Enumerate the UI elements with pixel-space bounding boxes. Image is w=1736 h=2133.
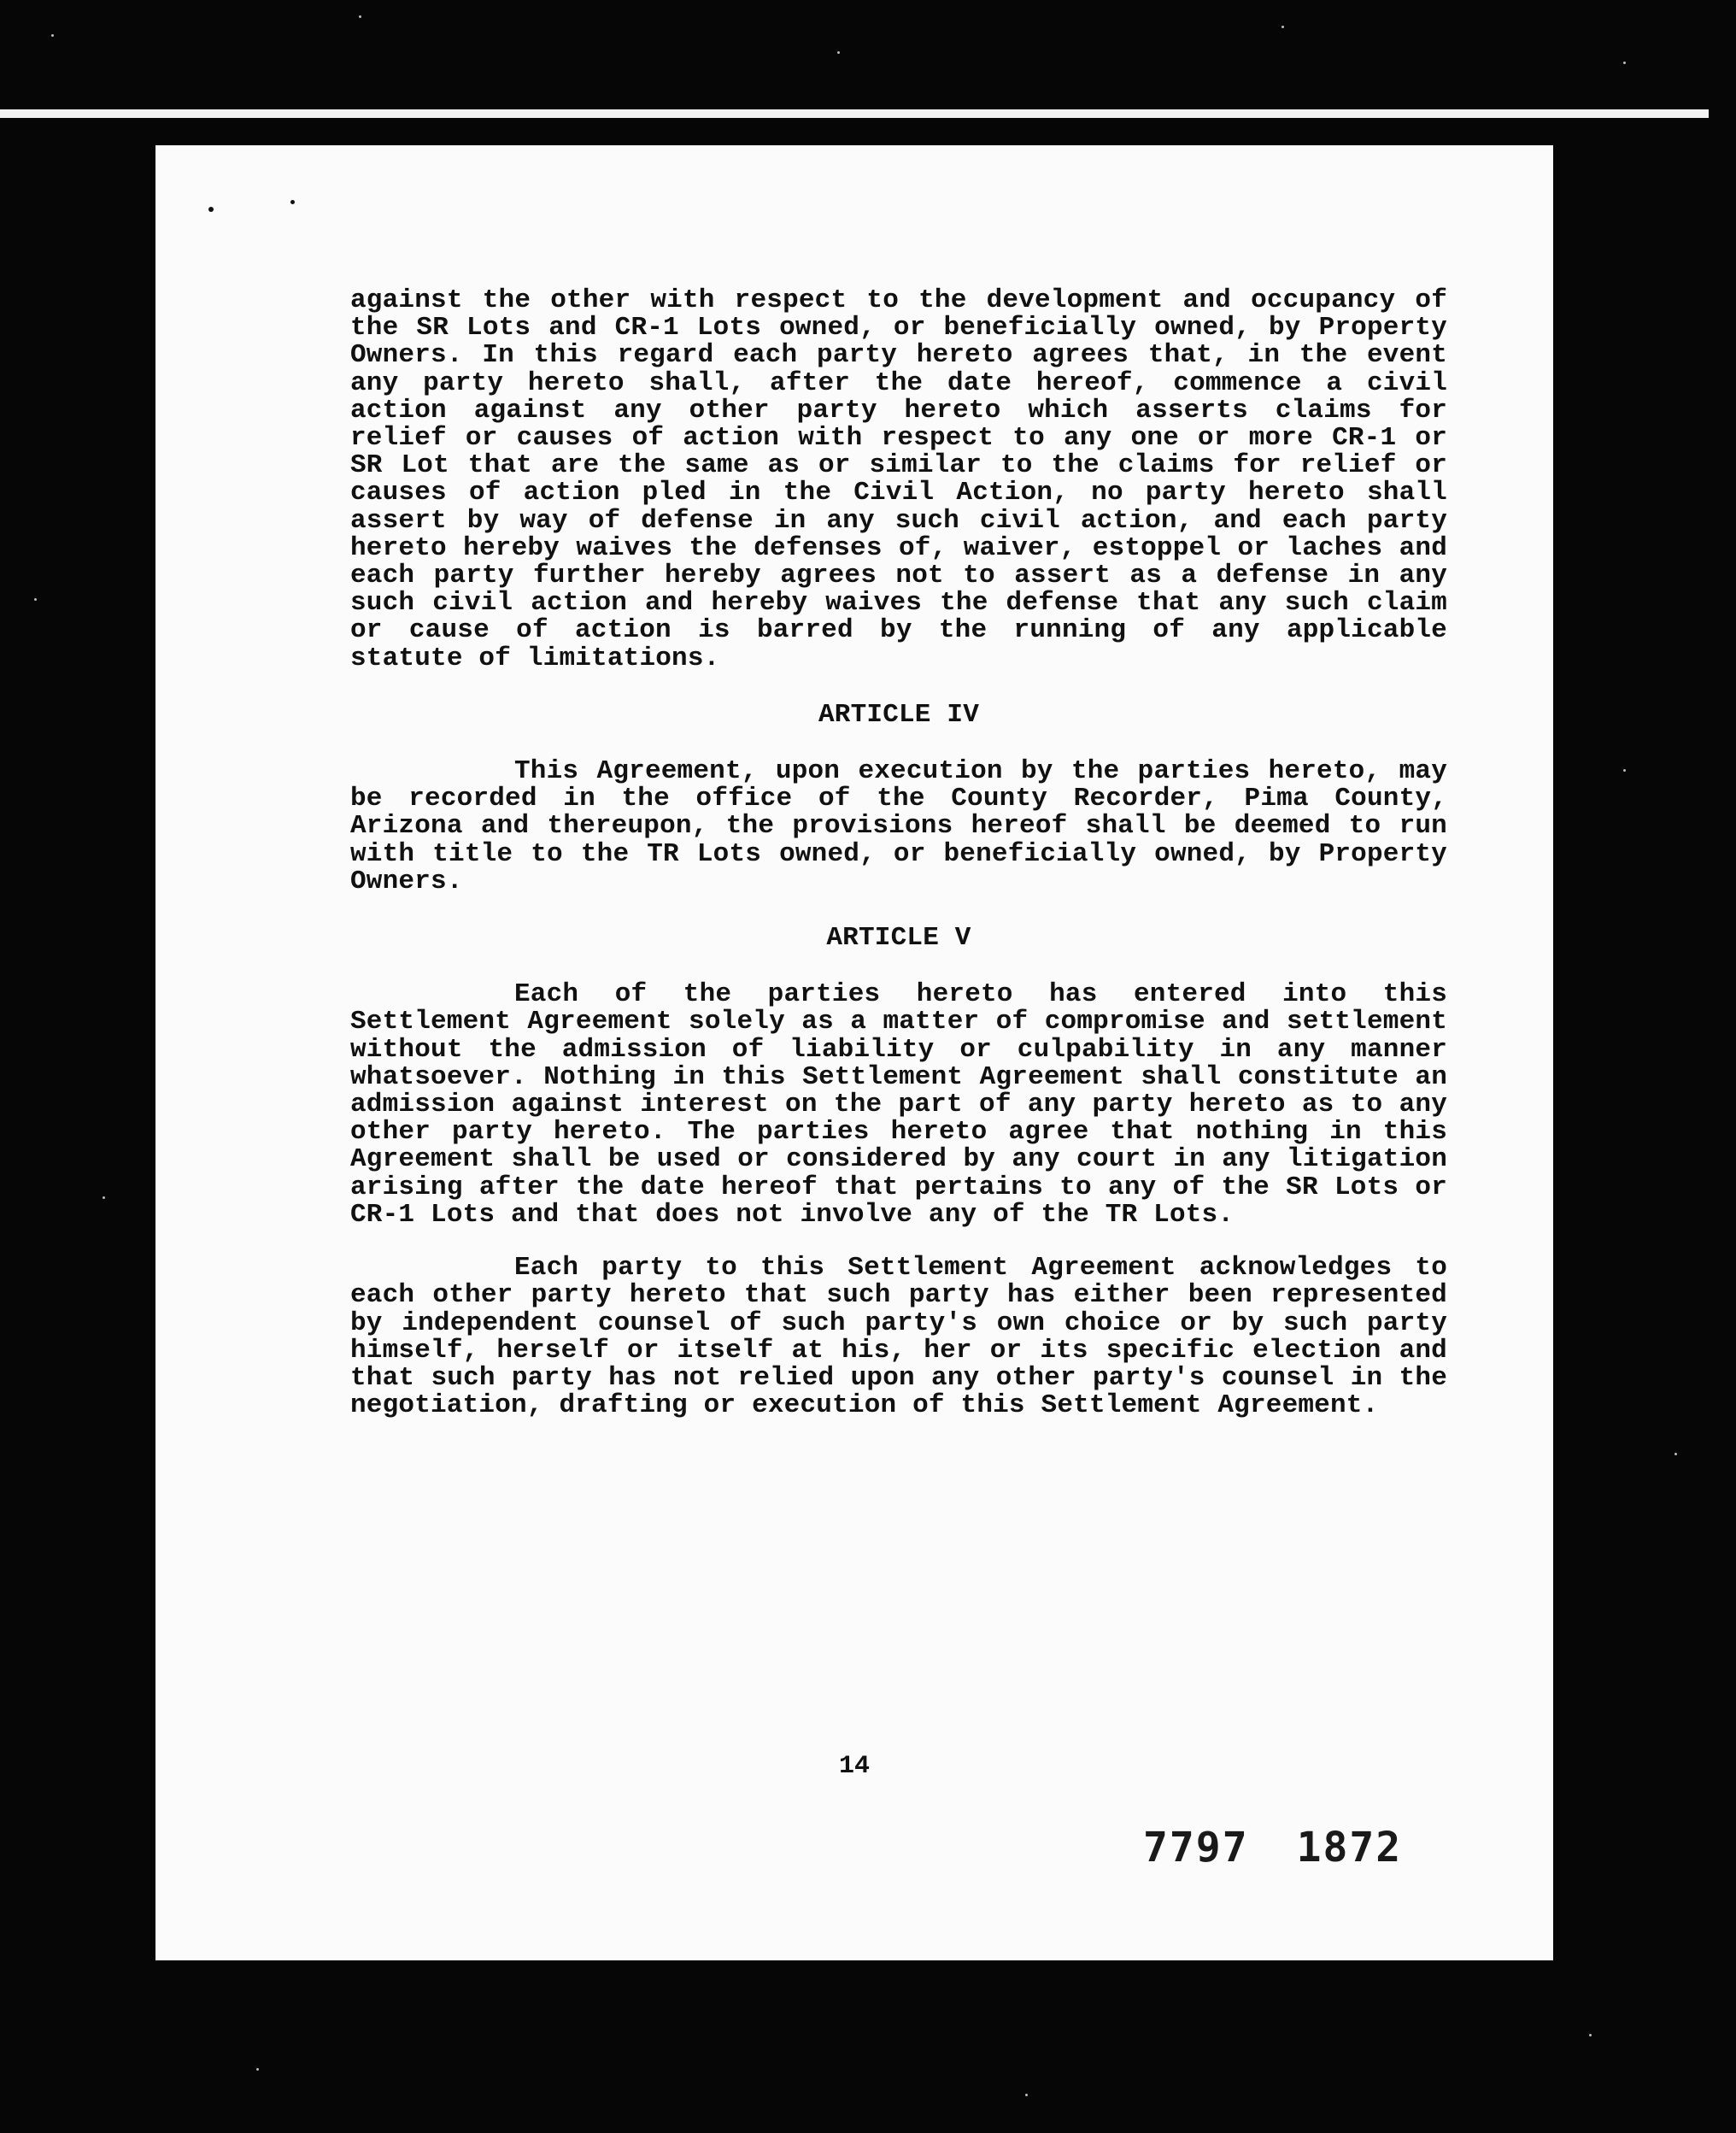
scan-speck <box>51 34 54 37</box>
stray-mark <box>290 200 295 204</box>
continuation-paragraph: against the other with respect to the development and occupancy of the SR Lots and CR-1 Lots owned, or beneficially owned, by Property Owners. In this regard each party hereto agrees that, in the event any party hereto shall, after the date hereof, commence a civil action against any other party hereto which asserts claims for relief or causes of action with respect to any one or more CR-1 or SR Lot that are the same as or similar to the claims for relief or causes of action pled in the Civil Action, no party hereto shall assert by way of defense in any such civil action, and each party hereto hereby waives the defenses of, waiver, estoppel or laches and each party further hereby agrees not to assert as a defense in any such civil action and hereby waives the defense that any such claim or cause of action is barred by the running of any applicable statute of limitations. <box>350 285 1447 673</box>
scan-speck <box>1281 26 1284 28</box>
recording-page-number: 1872 <box>1296 1824 1403 1872</box>
stray-mark <box>208 207 214 212</box>
scan-speck <box>837 51 840 54</box>
article-iv-heading: ARTICLE IV <box>818 699 980 730</box>
scan-speck <box>256 2068 259 2071</box>
recording-stamp <box>1143 1824 1402 1872</box>
scan-speck <box>103 1196 105 1199</box>
document-page <box>155 145 1553 1960</box>
scan-edge-band <box>0 109 1709 118</box>
article-iv-paragraph: This Agreement, upon execution by the parties hereto, may be recorded in the office of the County Recorder, Pima County, Arizona and thereupon, the provisions hereof shall be deemed to run with title to the TR Lots owned, or beneficially owned, by Property Owners. <box>350 756 1447 896</box>
article-v-paragraph-1: Each of the parties hereto has entered into this Settlement Agreement solely as a matter of compromise and settlement without the admission of liability or culpability in any manner whatsoever. Nothing in this Settlement Agreement shall constitute an admission against interest on the part of any party hereto as to any other party hereto. The parties hereto agree that nothing in this Agreement shall be used or considered by any court in any litigation arising after the date hereof that pertains to any of the SR Lots or CR-1 Lots and that does not involve any of the TR Lots. <box>350 979 1447 1230</box>
scan-speck <box>34 598 37 601</box>
scan-speck <box>1623 769 1626 772</box>
page-number: 14 <box>838 1752 870 1781</box>
article-v-paragraph-2: Each party to this Settlement Agreement acknowledges to each other party hereto that such party has either been represented by independent counsel of such party's own choice or by such party himself, herself or itself at his, her or its specific election and that such party has not relied upon any other party's counsel in the negotiation, drafting or execution of this Settlement Agreement. <box>350 1253 1447 1421</box>
recording-docket-number: 7797 <box>1143 1824 1249 1872</box>
scan-speck <box>1025 2094 1028 2096</box>
scan-speck <box>1589 2034 1592 2036</box>
scan-speck <box>1674 1453 1677 1455</box>
article-v-heading: ARTICLE V <box>826 923 971 954</box>
document-body <box>350 287 1447 1419</box>
scan-speck <box>1623 62 1626 64</box>
scan-speck <box>359 15 361 18</box>
